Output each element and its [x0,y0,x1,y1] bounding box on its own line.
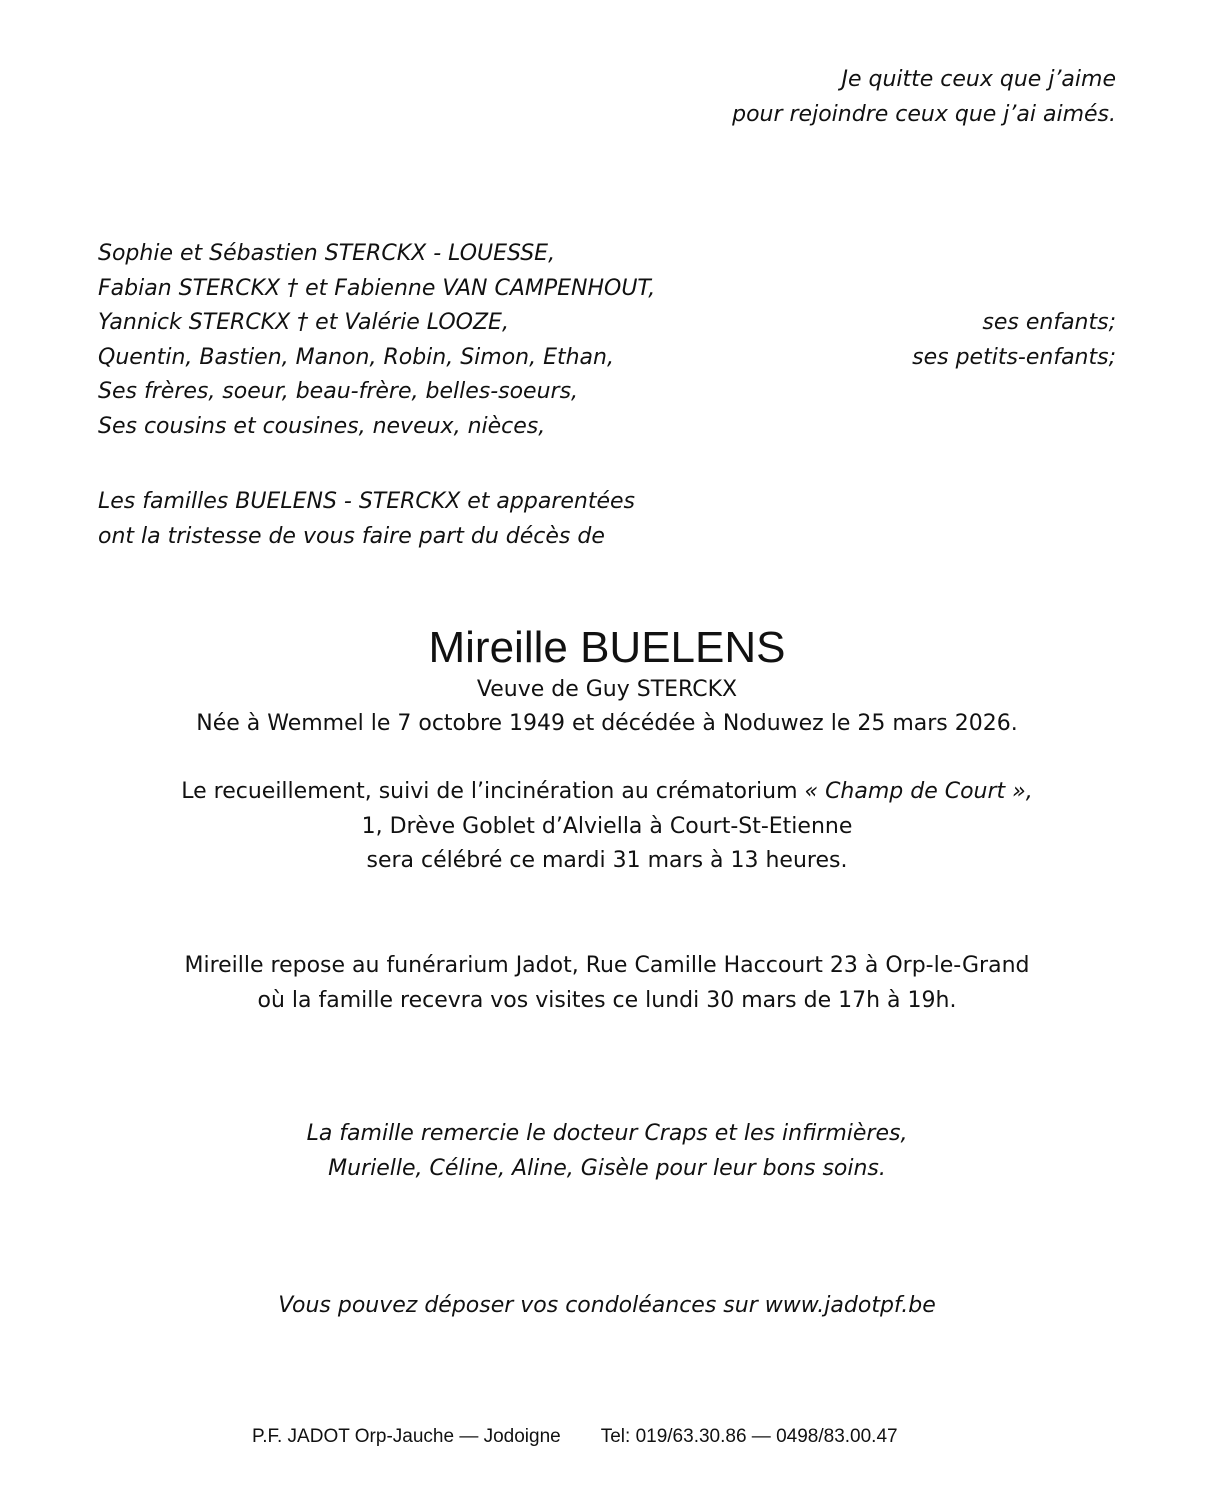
family-line-2: Fabian STERCKX † et Fabienne VAN CAMPENHOUT, [98,276,656,301]
family-line-4: Quentin, Bastien, Manon, Robin, Simon, Ethan, [98,345,614,370]
role-grandchildren: ses petits-enfants; [912,345,1116,370]
epigraph-line-1: Je quitte ceux que j’aime [841,67,1116,92]
family-line-6: Ses cousins et cousines, neveux, nièces, [98,414,546,439]
footer-phone: Tel: 019/63.30.86 — 0498/83.00.47 [600,1426,898,1447]
family-line-1: Sophie et Sébastien STERCKX - LOUESSE, [98,241,556,266]
epigraph-line-2: pour rejoindre ceux que j’ai aimés. [732,102,1116,127]
ceremony-line-1-text: Le recueillement, suivi de l’incinération au crématorium [181,779,805,804]
ceremony-line-2: 1, Drève Goblet d’Alviella à Court-St-Etienne [361,814,853,839]
deceased-name: Mireille BUELENS [428,623,786,672]
role-children: ses enfants; [982,310,1116,335]
crematorium-name: « Champ de Court », [804,779,1033,804]
family-line-3: Yannick STERCKX † et Valérie LOOZE, [98,310,509,335]
thanks-line-1: La famille remercie le docteur Craps et les infirmières, [306,1121,908,1146]
footer [252,1424,898,1450]
visitation-line-2: où la famille recevra vos visites ce lundi 30 mars de 17h à 19h. [257,988,957,1013]
ceremony-line-3: sera célébré ce mardi 31 mars à 13 heures. [366,848,848,873]
spouse-line: Veuve de Guy STERCKX [476,677,738,702]
visitation-line-1: Mireille repose au funérarium Jadot, Rue Camille Haccourt 23 à Orp-le-Grand [184,953,1030,978]
announcement-line-2: ont la tristesse de vous faire part du décès de [98,524,605,549]
thanks-line-2: Murielle, Céline, Aline, Gisèle pour leur bons soins. [328,1156,886,1181]
family-line-5: Ses frères, soeur, beau-frère, belles-soeurs, [98,379,579,404]
condolences-line: Vous pouvez déposer vos condoléances sur www.jadotpf.be [278,1293,936,1318]
footer-company: P.F. JADOT Orp-Jauche — Jodoigne [252,1426,561,1447]
dates-line: Née à Wemmel le 7 octobre 1949 et décédée à Noduwez le 25 mars 2026. [196,711,1018,736]
ceremony-line-1 [0,775,1214,809]
announcement-line-1: Les familles BUELENS - STERCKX et apparentées [98,489,636,514]
